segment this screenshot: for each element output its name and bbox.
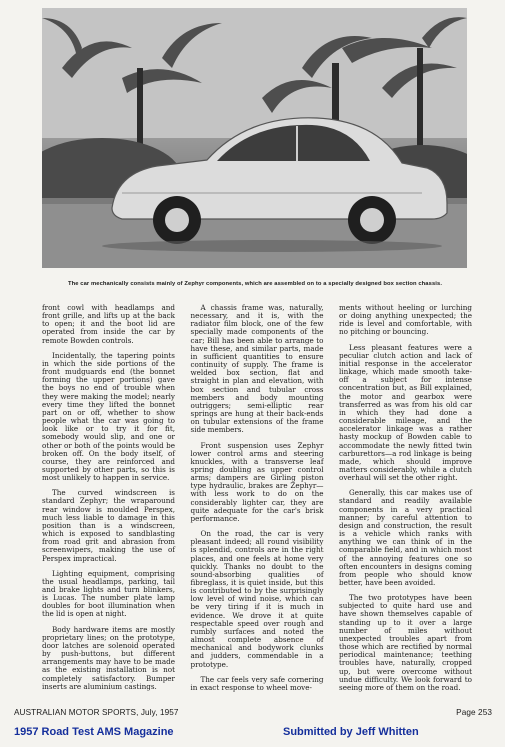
paragraph: A chassis frame was, naturally, necessary, and it is, with the radiator film block, one of the few specially made components of the car; Bill has been able to arrange to have these, and similar parts, made in sufficient quantities to ensure continuity of supply. The frame is welded box section, flat and straight in plan and elevation, with box section and tubular cross members and body mounting outriggers; semi-elliptic rear springs are hung at their back-ends on tubular extensions of the frame side members. <box>190 303 324 435</box>
paragraph: The curved windscreen is standard Zephyr; the wraparound rear window is moulded Perspex, much less liable to damage in this position than is a windscreen, which is exposed to sandblasting from road grit and abrasion from screenwipers, making the use of Perspex impractical. <box>42 488 175 563</box>
paragraph: Body hardware items are mostly proprietary lines; on the prototype, door latches are solenoid operated by push-buttons, but different arrangements may have to be made as the existing installation is not completely satisfactory. Bumper inserts are aluminium castings. <box>42 624 175 691</box>
publication-info: AUSTRALIAN MOTOR SPORTS, July, 1957 <box>14 708 179 717</box>
submitter-credit: Submitted by Jeff Whitten <box>283 726 419 738</box>
paragraph: front cowl with headlamps and front grille, and lifts up at the back to open; it and the boot lid are operated from inside the car by remote Bowden controls. <box>42 303 175 345</box>
road-test-credit: 1957 Road Test AMS Magazine <box>14 726 174 738</box>
car-photo <box>42 8 467 268</box>
car-photo-illustration <box>42 8 467 268</box>
column-3 <box>339 304 472 702</box>
paragraph: Front suspension uses Zephyr lower control arms and steering knuckles, with a transverse leaf spring doubling as upper control arms; dampers are Girling piston type hydraulic, brakes are Zephyr—with less work to do on the considerably lighter car, they are quite adequate for the car's brisk performance. <box>190 440 324 523</box>
column-1 <box>42 304 175 702</box>
paragraph: Generally, this car makes use of standard and readily available components in a very practical manner; by careful attention to design and construction, the result is a vehicle which ranks with anything we can think of in the comparable field, and in which most of the annoying features one so often encounters in designs coming from people who should know better, have been avoided. <box>339 488 472 587</box>
paragraph: Lighting equipment, comprising the usual headlamps, parking, tail and brake lights and turn blinkers, is Lucas. The number plate lamp doubles for boot illumination when the lid is open at night. <box>42 568 175 619</box>
paragraph: Incidentally, the tapering points in which the side portions of the front mudguards end (the bonnet forming the upper portions) gave the boys no end of trouble when they were making the model; nearly every time they lifted the bonnet part on or off, whether to show people what the car was going to look like or to try it for fit, somebody would slip, and one or other or both of the points would be broken off. On the body itself, of course, they are reinforced and supported by other parts, so this is most unlikely to happen in service. <box>42 350 175 483</box>
paragraph: The car feels very safe cornering in exact response to wheel move- <box>190 674 324 692</box>
column-2 <box>191 304 324 702</box>
paragraph: On the road, the car is very pleasant indeed; all round visibility is splendid, controls are in the right places, and one feels at home very quickly. Thanks no doubt to the sound-absorbing qualities of fibreglass, it is quiet inside, but this is contributed to by the surprisingly low level of wind noise, which can be very tiring if it is much in evidence. We drove it at quite respectable speed over rough and rumbly surfaces and noted the almost complete absence of mechanical and bodywork clunks and judders, commendable in a prototype. <box>190 529 324 669</box>
paragraph: ments without heeling or lurching or doing anything unexpected; the ride is level and comfortable, with no pitching or bouncing. <box>339 303 472 337</box>
photo-caption: The car mechanically consists mainly of Zephyr components, which are assembled on to a specially designed box section chassis. <box>67 281 443 287</box>
article-body <box>42 304 472 702</box>
paragraph: The two prototypes have been subjected to quite hard use and have shown themselves capable of standing up to it over a large number of miles without unexpected troubles apart from those which are rectified by normal periodical maintenance; teething troubles have, naturally, cropped up, but were overcome without undue difficulty. We look forward to seeing more of them on the road. <box>339 593 472 692</box>
paragraph: Less pleasant features were a peculiar clutch action and lack of initial response in the accelerator linkage, which made smooth take-off a subject for intense concentration but, as Bill explained, the motor and gearbox were transferred as was from his old car in which they had done a considerable mileage, and the accelerator linkage was a rather hasty mockup of Bowden cable to accommodate the newly fitted twin carburettors—a rod linkage is being made, which should improve matters considerably, while a clutch overhaul will set the other right. <box>339 342 472 483</box>
page-number: Page 253 <box>456 708 492 717</box>
